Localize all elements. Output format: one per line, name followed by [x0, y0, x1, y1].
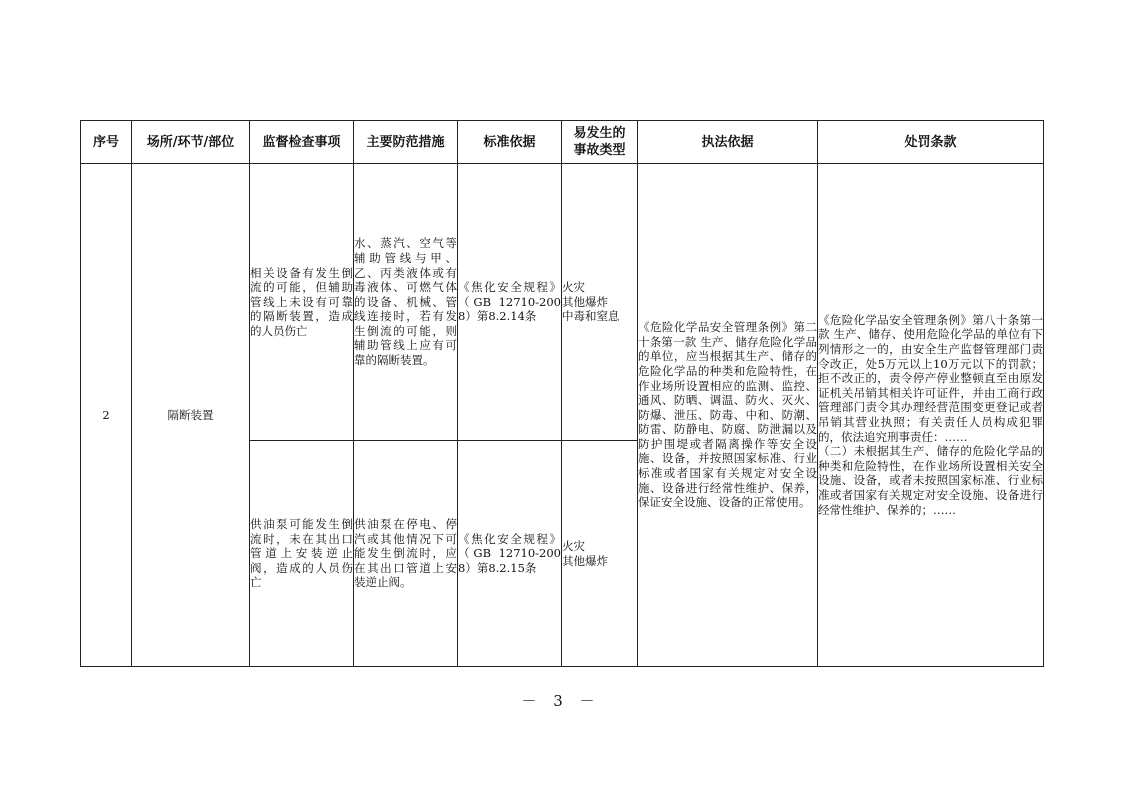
inspection-item-1: 相关设备有发生倒流的可能，但辅助管线上未设有可靠的隔断装置，造成的人员伤亡: [250, 164, 354, 441]
measure-item-1: 水、蒸汽、空气等辅助管线与甲、乙、丙类液体或有毒液体、可燃气体的设备、机械、管线连接时，若有发生倒流的可能，则辅助管线上应有可靠的隔断装置。: [354, 164, 458, 441]
row-number: 2: [81, 164, 132, 667]
standard-item-1: 《焦化安全规程》（GB 12710-2008）第8.2.14条: [458, 164, 562, 441]
page-number: － 3 －: [521, 692, 601, 710]
inspection-table: [80, 120, 1044, 667]
header-measures: 主要防范措施: [354, 121, 458, 164]
header-penalty: 处罚条款: [818, 121, 1044, 164]
header-location: 场所/环节/部位: [132, 121, 250, 164]
standard-item-2: 《焦化安全规程》（GB 12710-2008）第8.2.15条: [458, 441, 562, 667]
accident-type-2: 火灾 其他爆炸: [562, 441, 638, 667]
measure-item-2: 供油泵在停电、停汽或其他情况下可能发生倒流时，应在其出口管道上安装逆止阀。: [354, 441, 458, 667]
header-accident: 易发生的事故类型: [562, 121, 638, 164]
header-no: 序号: [81, 121, 132, 164]
accident-type-1: 火灾 其他爆炸 中毒和窒息: [562, 164, 638, 441]
law-basis: 《危险化学品安全管理条例》第二十条第一款 生产、储存危险化学品的单位，应当根据其生产、储存的危险化学品的种类和危险特性，在作业场所设置相应的监测、监控、通风、防晒、调温、防火、灭火、防爆、泄压、防毒、中和、防潮、防雷、防静电、防腐、防泄漏以及防护围堤或者隔离操作等安全设施、设备，并按照国家标准、行业标准或者国家有关规定对安全设施、设备进行经常性维护、保养，保证安全设施、设备的正常使用。: [638, 164, 818, 667]
row-location: 隔断装置: [132, 164, 250, 667]
inspection-item-2: 供油泵可能发生倒流时，未在其出口管道上安装逆止阀，造成的人员伤亡: [250, 441, 354, 667]
header-law: 执法依据: [638, 121, 818, 164]
penalty-clause: 《危险化学品安全管理条例》第八十条第一款 生产、储存、使用危险化学品的单位有下列情形之一的，由安全生产监督管理部门责令改正，处5万元以上10万元以下的罚款；拒不改正的，责令停产停业整顿直至由原发证机关吊销其相关许可证件，并由工商行政管理部门责令其办理经营范围变更登记或者吊销其营业执照；有关责任人员构成犯罪的，依法追究刑事责任：…… （二）未根据其生产、储存的危险化学品的种类和危险特性，在作业场所设置相关安全设施、设备，或者未按照国家标准、行业标准或者国家有关规定对安全设施、设备进行经常性维护、保养的；……: [818, 164, 1044, 667]
header-standard: 标准依据: [458, 121, 562, 164]
header-inspection: 监督检查事项: [250, 121, 354, 164]
header-row: [81, 121, 1044, 164]
table-row: [81, 164, 1044, 441]
